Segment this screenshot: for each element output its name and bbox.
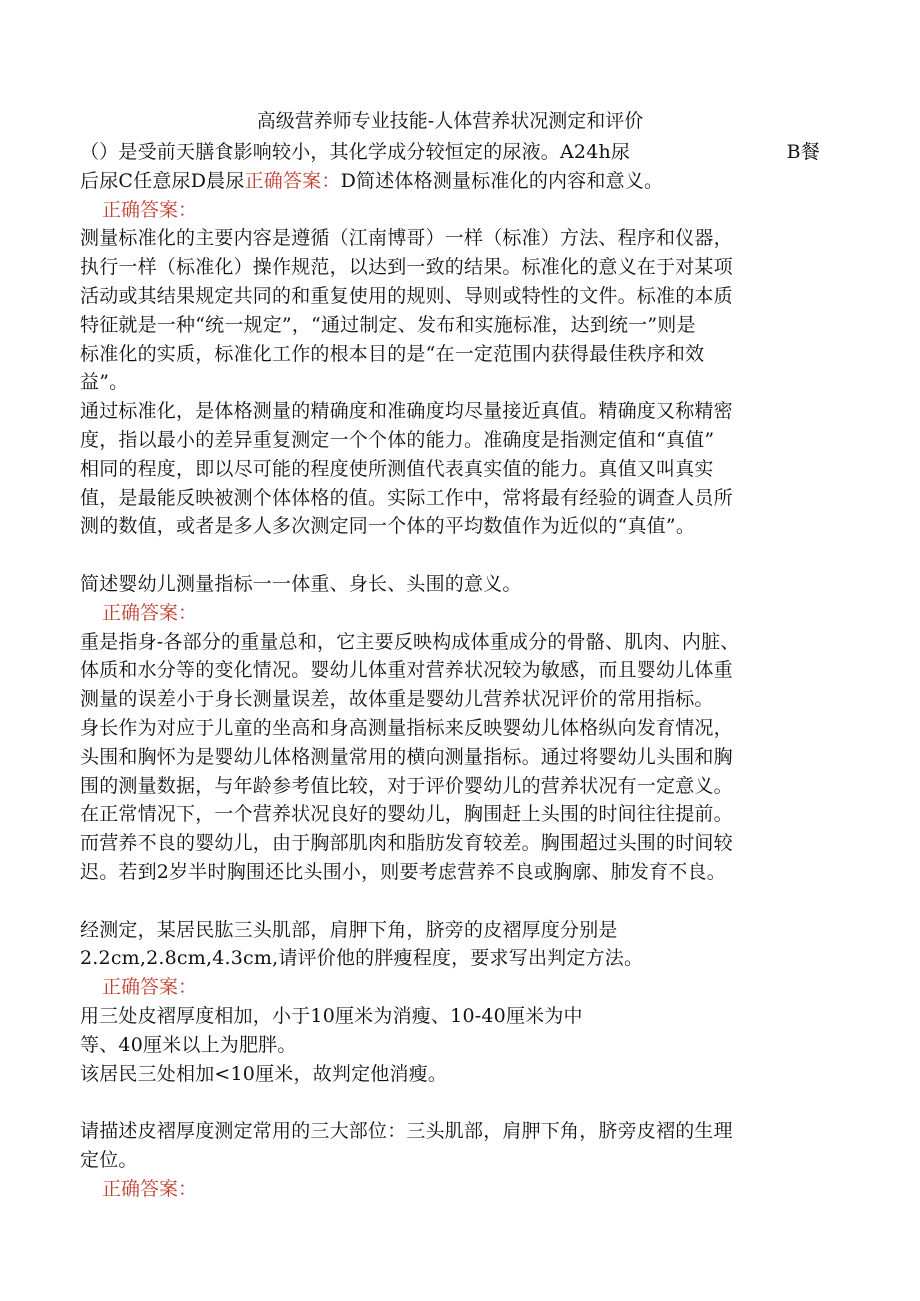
answer-label: 正确答案： (102, 1177, 198, 1200)
paragraph-spacer (80, 541, 820, 570)
answer-line: 围的测量数据，与年龄参考值比较，对于评价婴幼儿的营养状况有一定意义。 (80, 774, 733, 797)
question-1-answer-and-next-question: D简述体格测量标准化的内容和意义。 (340, 169, 664, 192)
answer-2 (80, 628, 820, 887)
answer-line: 在正常情况下，一个营养状况良好的婴幼儿，胸围赶上头围的时间往往提前。 (80, 803, 733, 826)
answer-line: 测量标准化的主要内容是遵循（江南博哥）一样（标准）方法、程序和仪器， (80, 227, 733, 250)
paragraph-spacer (80, 887, 820, 916)
question-4 (80, 1117, 820, 1175)
answer-line: 头围和胸怀为是婴幼儿体格测量常用的横向测量指标。通过将婴幼儿头围和胸 (80, 745, 733, 768)
question-1-line-1 (80, 138, 820, 167)
answer-line: 益”。 (80, 371, 129, 394)
question-1-line-2 (80, 167, 820, 196)
question-line: 定位。 (80, 1148, 138, 1171)
answer-line: 执行一样（标准化）操作规范，以达到一致的结果。标准化的意义在于对某项 (80, 256, 733, 279)
answer-line: 迟。若到2岁半时胸围还比头围小，则要考虑营养不良或胸廓、肺发育不良。 (80, 860, 726, 883)
answer-label: 正确答案： (102, 601, 198, 624)
answer-label: 正确答案： (102, 976, 198, 999)
answer-3 (80, 1002, 820, 1088)
question-line: 请描述皮褶厚度测定常用的三大部位：三头肌部，肩胛下角，脐旁皮褶的生理 (80, 1120, 733, 1143)
document-page (80, 104, 820, 1203)
question-3 (80, 916, 820, 974)
answer-label: 正确答案： (102, 198, 198, 221)
answer-line: 测的数值，或者是多人多次测定同一个体的平均数值作为近似的“真值”。 (80, 515, 696, 538)
answer-line: 度，指以最小的差异重复测定一个个体的能力。准确度是指测定值和“真值” (80, 428, 715, 451)
question-1-text: （）是受前天膳食影响较小，其化学成分较恒定的尿液。A24h尿 (80, 141, 631, 163)
paragraph-spacer (80, 1088, 820, 1117)
answer-line: 等、40厘米以上为肥胖。 (80, 1033, 297, 1056)
answer-line: 相同的程度，即以尽可能的程度使所测值代表真实值的能力。真值又叫真实 (80, 457, 714, 480)
question-line: 经测定，某居民肱三头肌部，肩胛下角，脐旁的皮褶厚度分别是 (80, 918, 618, 941)
question-line: 2.2cm,2.8cm,4.3cm,请评价他的胖瘦程度，要求写出判定方法。 (80, 947, 644, 970)
answer-label-inline: 正确答案： (244, 169, 341, 192)
answer-line: 而营养不良的婴幼儿，由于胸部肌肉和脂肪发育较差。胸围超过头围的时间较 (80, 832, 733, 855)
answer-line: 标准化的实质，标准化工作的根本目的是“在一定范围内获得最佳秩序和效 (80, 342, 705, 365)
answer-line: 用三处皮褶厚度相加，小于10厘米为消瘦、10-40厘米为中 (80, 1004, 583, 1027)
answer-line: 身长作为对应于儿童的坐高和身高测量指标来反映婴幼儿体格纵向发育情况， (80, 716, 733, 739)
answer-line: 重是指身-各部分的重量总和，它主要反映构成体重成分的骨骼、肌肉、内脏、 (80, 630, 740, 653)
answer-line: 该居民三处相加<10厘米，故判定他消瘦。 (80, 1062, 448, 1085)
answer-line: 值，是最能反映被测个体体格的值。实际工作中，常将最有经验的调查人员所 (80, 486, 733, 509)
answer-line: 测量的误差小于身长测量误差，故体重是婴幼儿营养状况评价的常用指标。 (80, 688, 714, 711)
answer-line: 通过标准化，是体格测量的精确度和准确度均尽量接近真值。精确度又称精密 (80, 400, 733, 423)
answer-line: 活动或其结果规定共同的和重复使用的规则、导则或特性的文件。标准的本质 (80, 284, 733, 307)
question-1-options: 后尿C任意尿D晨尿 (80, 169, 245, 192)
answer-line: 特征就是一种“统一规定”，“通过制定、发布和实施标准，达到统一”则是 (80, 313, 696, 336)
document-title: 高级营养师专业技能-人体营养状况测定和评价 (256, 110, 644, 132)
answer-line: 体质和水分等的变化情况。婴幼儿体重对营养状况较为敏感，而且婴幼儿体重 (80, 659, 733, 682)
question-2: 简述婴幼儿测量指标一一体重、身长、头围的意义。 (80, 572, 522, 595)
answer-1 (80, 224, 820, 541)
question-1-option-b: B餐 (786, 141, 820, 163)
